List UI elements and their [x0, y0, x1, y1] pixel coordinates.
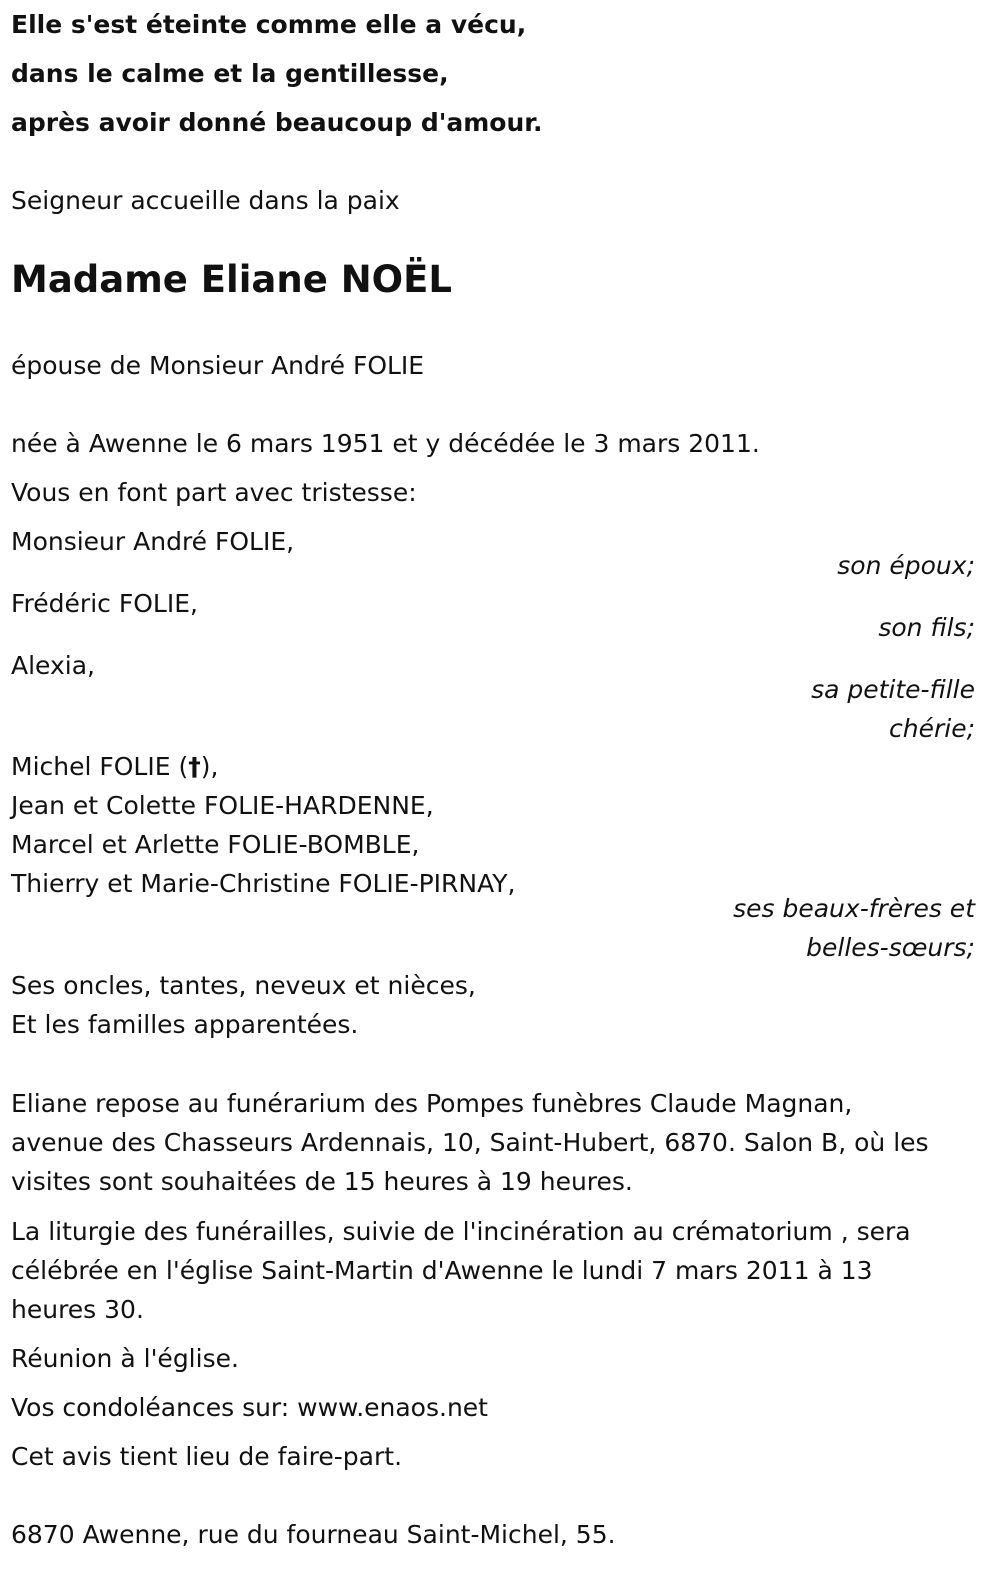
dagger-icon: †: [188, 752, 201, 781]
repose-line-1: Eliane repose au funérarium des Pompes funèbres Claude Magnan,: [11, 1089, 853, 1118]
epitaph-line-3: après avoir donné beaucoup d'amour.: [11, 108, 543, 137]
notice-line: Cet avis tient lieu de faire-part.: [11, 1442, 403, 1471]
sibling-4: Thierry et Marie-Christine FOLIE-PIRNAY,: [11, 869, 516, 898]
sibling-2: Jean et Colette FOLIE-HARDENNE,: [11, 791, 434, 820]
son-name: Frédéric FOLIE,: [11, 589, 198, 618]
granddaughter-relation-2: chérie;: [889, 714, 975, 743]
liturgy-line-2: célébrée en l'église Saint-Martin d'Awenne le lundi 7 mars 2011 à 13: [11, 1256, 873, 1285]
meeting-line: Réunion à l'église.: [11, 1344, 239, 1373]
sibling-1: [11, 752, 218, 781]
repose-line-2: avenue des Chasseurs Ardennais, 10, Saint-Hubert, 6870. Salon B, où les: [11, 1128, 929, 1157]
granddaughter-relation-1: sa petite-fille: [811, 675, 975, 704]
condolences-line: Vos condoléances sur: www.enaos.net: [11, 1393, 488, 1422]
sibling-1-name: Michel FOLIE (: [11, 752, 189, 781]
announce-line: Vous en font part avec tristesse:: [11, 478, 417, 507]
intro-text: Seigneur accueille dans la paix: [11, 186, 400, 215]
husband-relation: son époux;: [837, 551, 975, 580]
epitaph-line-2: dans le calme et la gentillesse,: [11, 59, 449, 88]
spouse-line: épouse de Monsieur André FOLIE: [11, 351, 425, 380]
address-line: 6870 Awenne, rue du fourneau Saint-Michel, 55.: [11, 1520, 616, 1549]
husband-name: Monsieur André FOLIE,: [11, 527, 295, 556]
sibling-1-close: ),: [200, 752, 219, 781]
epitaph-line-1: Elle s'est éteinte comme elle a vécu,: [11, 10, 527, 39]
repose-line-3: visites sont souhaitées de 15 heures à 19 heures.: [11, 1167, 633, 1196]
siblings-relation-1: ses beaux-frères et: [733, 894, 975, 923]
extended-family-1: Ses oncles, tantes, neveux et nièces,: [11, 971, 476, 1000]
sibling-3: Marcel et Arlette FOLIE-BOMBLE,: [11, 830, 420, 859]
deceased-name: Madame Eliane NOËL: [11, 258, 452, 301]
son-relation: son fils;: [878, 613, 975, 642]
siblings-relation-2: belles-sœurs;: [806, 933, 975, 962]
granddaughter-name: Alexia,: [11, 651, 95, 680]
liturgy-line-3: heures 30.: [11, 1295, 144, 1324]
birth-death-line: née à Awenne le 6 mars 1951 et y décédée le 3 mars 2011.: [11, 429, 760, 458]
liturgy-line-1: La liturgie des funérailles, suivie de l'incinération au crématorium , sera: [11, 1217, 911, 1246]
extended-family-2: Et les familles apparentées.: [11, 1010, 359, 1039]
